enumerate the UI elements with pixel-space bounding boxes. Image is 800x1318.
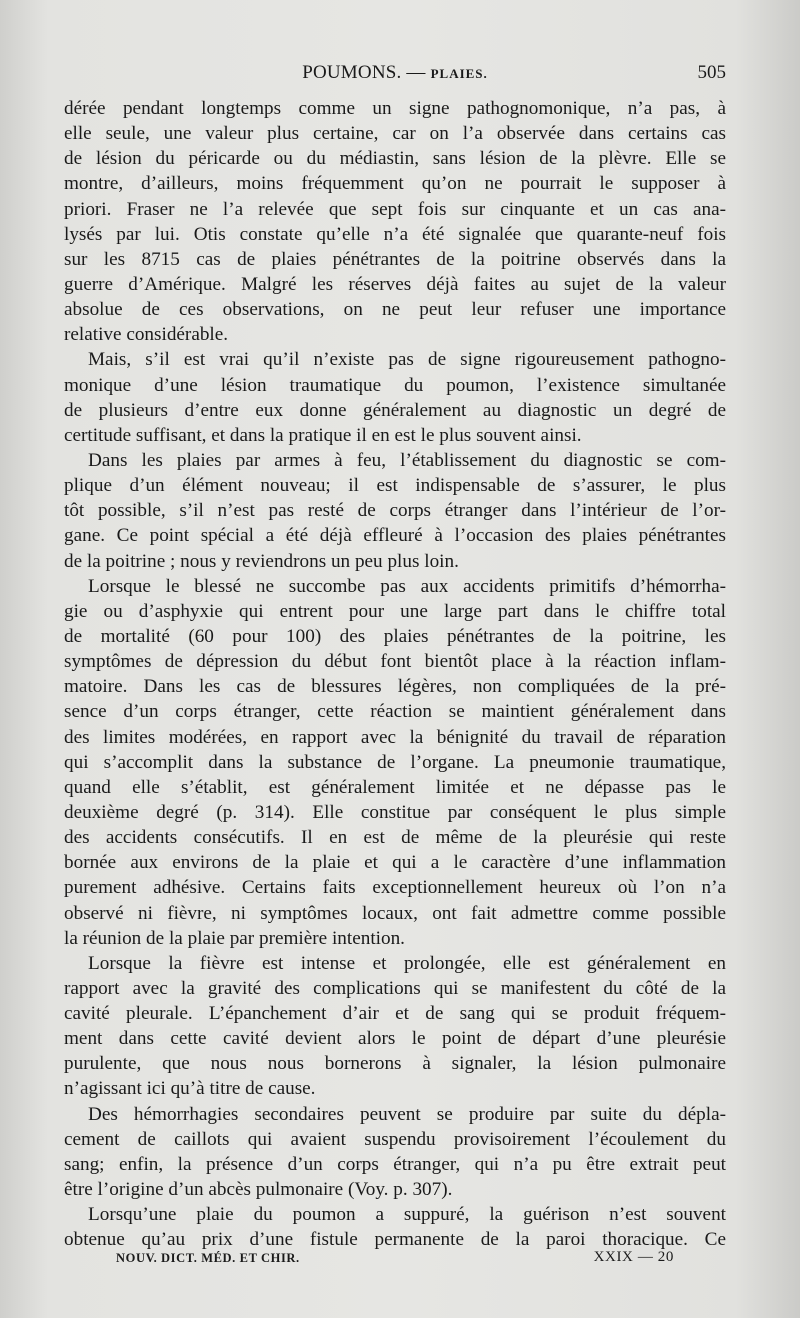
text-line: rapport avec la gravité des complications qui se manifestent du côté de la	[64, 977, 726, 999]
text-line: elle seule, une valeur plus certaine, car on l’a observée dans certains cas	[64, 123, 726, 145]
text-line: relative considérable.	[64, 324, 229, 346]
text-line: Lorsque le blessé ne succombe pas aux accidents primitifs d’hémorrha-	[88, 575, 726, 597]
header-title	[64, 62, 726, 84]
text-line: bornée aux environs de la plaie et qui a le caractère d’une inflammation	[64, 852, 726, 874]
text-line: Des hémorrhagies secondaires peuvent se produire par suite du dépla-	[88, 1103, 726, 1125]
text-line: Lorsque la fièvre est intense et prolongée, elle est généralement en	[88, 952, 726, 974]
text-line: Dans les plaies par armes à feu, l’établissement du diagnostic se com-	[88, 449, 726, 471]
running-header	[64, 62, 726, 86]
text-line: ment dans cette cavité devient alors le point de départ d’une pleurésie	[64, 1028, 726, 1050]
text-line: plique d’un élément nouveau; il est indispensable de s’assurer, le plus	[64, 475, 726, 497]
text-line: des limites modérées, en rapport avec la bénignité du travail de réparation	[64, 726, 726, 748]
text-line: gane. Ce point spécial a été déjà effleuré à l’occasion des plaies pénétrantes	[64, 525, 726, 547]
text-line: deuxième degré (p. 314). Elle constitue par conséquent le plus simple	[64, 801, 726, 823]
page-number: 505	[697, 62, 726, 83]
text-line: certitude suffisant, et dans la pratique il en est le plus souvent ainsi.	[64, 424, 582, 446]
text-line: gie ou d’asphyxie qui entrent pour une large part dans le chiffre total	[64, 600, 726, 622]
text-line: Mais, s’il est vrai qu’il n’existe pas de signe rigoureusement pathogno-	[88, 349, 726, 371]
text-line: Lorsqu’une plaie du poumon a suppuré, la guérison n’est souvent	[88, 1204, 726, 1226]
text-line: symptômes de dépression du début font bientôt place à la réaction inflam-	[64, 651, 726, 673]
text-line: tôt possible, s’il n’est pas resté de corps étranger dans l’intérieur de l’or-	[64, 500, 726, 522]
text-line: montre, d’ailleurs, moins fréquemment qu’on ne pourrait le supposer à	[64, 173, 726, 195]
text-line: monique d’une lésion traumatique du poumon, l’existence simultanée	[64, 374, 726, 396]
footer-signature: XXIX — 20	[593, 1249, 674, 1265]
text-line: qui s’accomplit dans la substance de l’organe. La pneumonie traumatique,	[64, 751, 726, 773]
text-line: matoire. Dans les cas de blessures légères, non compliquées de la pré-	[64, 676, 726, 698]
text-line: sence d’un corps étranger, cette réaction se maintient généralement dans	[64, 701, 726, 723]
text-line: lysés par lui. Otis constate qu’elle n’a été signalée que quarante-neuf fois	[64, 223, 726, 245]
text-line: purulente, que nous nous bornerons à signaler, la lésion pulmonaire	[64, 1053, 726, 1075]
text-line: de la poitrine ; nous y reviendrons un peu plus loin.	[64, 550, 459, 572]
footer-publication: NOUV. DICT. MÉD. ET CHIR.	[116, 1251, 300, 1265]
text-line: sang; enfin, la présence d’un corps étranger, qui n’a pu être extrait peut	[64, 1153, 726, 1175]
text-line: priori. Fraser ne l’a relevée que sept fois sur cinquante et un cas ana-	[64, 198, 726, 220]
text-line: observé ni fièvre, ni symptômes locaux, ont fait admettre comme possible	[64, 902, 726, 924]
header-title-section: PLAIES.	[430, 66, 488, 81]
text-line: sur les 8715 cas de plaies pénétrantes de la poitrine observés dans la	[64, 248, 726, 270]
text-line: absolue de ces observations, on ne peut leur refuser une importance	[64, 299, 726, 321]
text-line: de plusieurs d’entre eux donne généralement au diagnostic un degré de	[64, 399, 726, 421]
text-line: de mortalité (60 pour 100) des plaies pénétrantes de la poitrine, les	[64, 625, 726, 647]
text-line: dérée pendant longtemps comme un signe pathognomonique, n’a pas, à	[64, 98, 726, 119]
text-line: purement adhésive. Certains faits exceptionnellement heureux où l’on n’a	[64, 877, 726, 899]
text-line: cement de caillots qui avaient suspendu provisoirement l’écoulement du	[64, 1128, 726, 1150]
text-line: n’agissant ici qu’à titre de cause.	[64, 1078, 316, 1100]
text-line: obtenue qu’au prix d’une fistule permanente de la paroi thoracique. Ce	[64, 1229, 726, 1251]
text-line: guerre d’Amérique. Malgré les réserves déjà faites au sujet de la valeur	[64, 273, 726, 295]
text-line: de lésion du péricarde ou du médiastin, sans lésion de la plèvre. Elle se	[64, 148, 726, 170]
text-line: la réunion de la plaie par première intention.	[64, 927, 405, 949]
text-line: cavité pleurale. L’épanchement d’air et de sang qui se produit fréquem-	[64, 1003, 726, 1025]
page-footer	[64, 1251, 726, 1273]
header-title-main: POUMONS. —	[302, 62, 431, 83]
body-text	[64, 96, 726, 1252]
text-line: des accidents consécutifs. Il en est de même de la pleurésie qui reste	[64, 827, 726, 849]
text-line: être l’origine d’un abcès pulmonaire (Voy. p. 307).	[64, 1179, 453, 1201]
text-line: quand elle s’établit, est généralement limitée et ne dépasse pas le	[64, 776, 726, 798]
